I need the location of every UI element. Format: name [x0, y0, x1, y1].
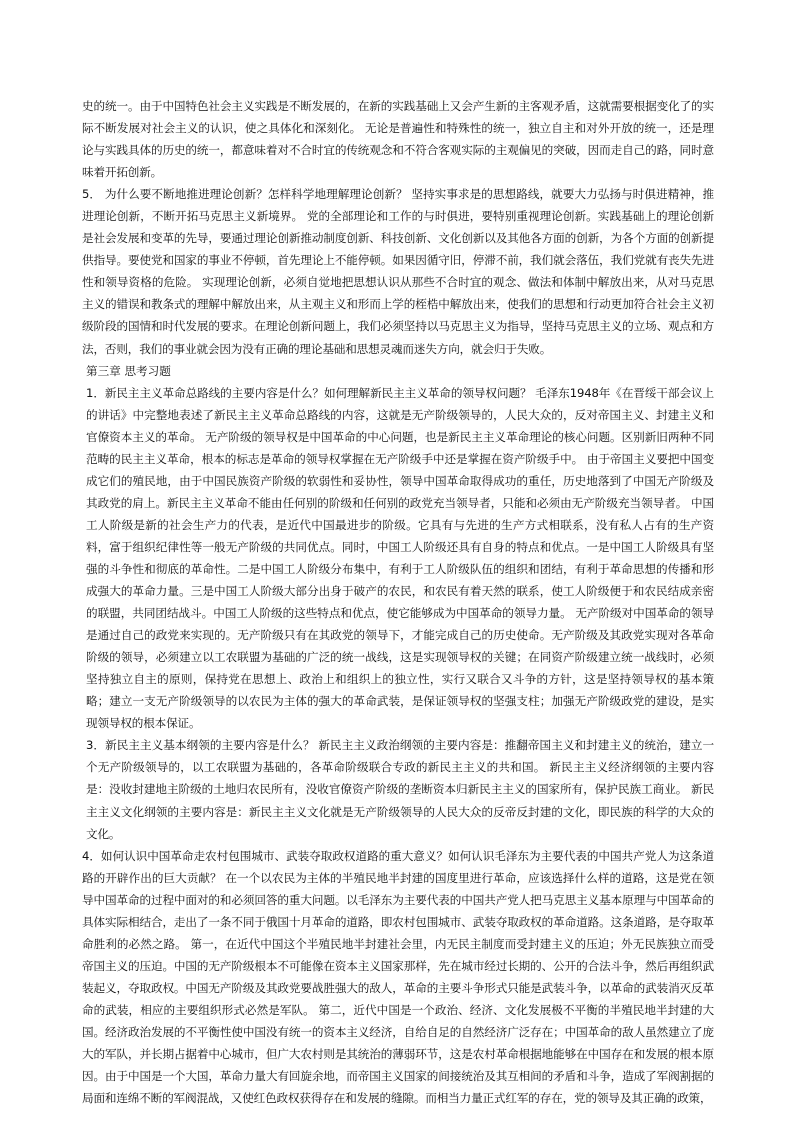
paragraph-practice-unity: 史的统一。由于中国特色社会主义实践是不断发展的，在新的实践基础上又会产生新的主客观矛盾，这就需要根据变化了的实际不断发展对社会主义的认识，使之具体化和深刻化。 无论是普遍性和特殊性的统一，独立自主和对外开放的统一，还是理论与实践具体的历史的统一，都意味着对不合时宜的传统观念和不符合客观实际的主观偏见的突破，因而走自己的路，同时意味着开拓创新。 [82, 99, 714, 180]
paragraph-question-3-basic-program: 3．新民主主义基本纲领的主要内容是什么？ 新民主主义政治纲领的主要内容是：推翻帝国主义和封建主义的统治，建立一个无产阶级领导的，以工农联盟为基础的，各革命阶级联合专政的新民主主义的共和国。 新民主主义经济纲领的主要内容是：没收封建地主阶级的土地归农民所有，没收官僚资产阶级的垄断资本归新民主主义的国家所有，保护民族工商业。 新民主主义文化纲领的主要内容是：新民主主义文化就是无产阶级领导的人民大众的反帝反封建的文化，即民族的科学的大众的文化。 [86, 738, 714, 841]
paragraph-question-5-theory-innovation: 5． 为什么要不断地推进理论创新？怎样科学地理解理论创新？ 坚持实事求是的思想路线，就要大力弘扬与时俱进精神，推进理论创新，不断开拓马克思主义新境界。 党的全部理论和工作的与时俱进，要特别重视理论创新。实践基础上的理论创新是社会发展和变革的先导，要通过理论创新推动制度创新、科技创新、文化创新以及其他各方面的创新，为各个方面的创新提供指导。要使党和国家的事业不停顿，首先理论上不能停顿。如果因循守旧，停滞不前，我们就会落伍，我们党就有丧失先进性和领导资格的危险。 实现理论创新，必须自觉地把思想认识从那些不合时宜的观念、做法和体制中解放出来，从对马克思主义的错误和教条式的理解中解放出来，从主观主义和形而上学的桎梏中解放出来，使我们的思想和行动更加符合社会主义初级阶段的国情和时代发展的要求。在理论创新问题上，我们必须坚持以马克思主义为指导，坚持马克思主义的立场、观点和方法，否则，我们的事业就会因为没有正确的理论基础和思想灵魂而迷失方向，就会归于失败。 [82, 187, 714, 356]
document-page [82, 95, 714, 1109]
paragraph-question-1-general-line: 1．新民主主义革命总路线的主要内容是什么？如何理解新民主主义革命的领导权问题？ 毛泽东1948年《在晋绥干部会议上的讲话》中完整地表述了新民主主义革命总路线的内容，这就是无产阶级领导的，人民大众的，反对帝国主义、封建主义和官僚资本主义的革命。 无产阶级的领导权是中国革命的中心问题，也是新民主主义革命理论的核心问题。区别新旧两种不同范畴的民主主义革命，根本的标志是革命的领导权掌握在无产阶级手中还是掌握在资产阶级手中。 由于帝国主义要把中国变成它们的殖民地，由于中国民族资产阶级的软弱性和妥协性，领导中国革命取得成功的重任，历史地落到了中国无产阶级及其政党的肩上。新民主主义革命不能由任何别的阶级和任何别的政党充当领导者，只能和必须由无产阶级充当领导者。 中国工人阶级是新的社会生产力的代表，是近代中国最进步的阶级。它具有与先进的生产方式相联系，没有私人占有的生产资料，富于组织纪律性等一般无产阶级的共同优点。同时，中国工人阶级还具有自身的特点和优点。一是中国工人阶级具有坚强的斗争性和彻底的革命性。二是中国工人阶级分布集中，有利于工人阶级队伍的组织和团结，有利于革命思想的传播和形成强大的革命力量。三是中国工人阶级大部分出身于破产的农民，和农民有着天然的联系，使工人阶级便于和农民结成亲密的联盟，共同团结战斗。中国工人阶级的这些特点和优点，使它能够成为中国革命的领导力量。 无产阶级对中国革命的领导是通过自己的政党来实现的。无产阶级只有在其政党的领导下，才能完成自己的历史使命。无产阶级及其政党实现对各革命阶级的领导，必须建立以工农联盟为基础的广泛的统一战线，这是实现领导权的关键；在同资产阶级建立统一战线时，必须坚持独立自主的原则，保持党在思想上、政治上和组织上的独立性，实行又联合又斗争的方针，这是坚持领导权的基本策略；建立一支无产阶级领导的以农民为主体的强大的革命武装，是保证领导权的坚强支柱；加强无产阶级政党的建设，是实现领导权的根本保证。 [86, 385, 714, 731]
chapter-heading: 第三章 思考习题 [86, 363, 171, 378]
paragraph-question-4-revolution-road: 4．如何认识中国革命走农村包围城市、武装夺取政权道路的重大意义？如何认识毛泽东为主要代表的中国共产党人为这条道路的开辟作出的巨大贡献？ 在一个以农民为主体的半殖民地半封建的国度里进行革命，应该选择什么样的道路，这是党在领导中国革命的过程中面对的和必须回答的重大问题。以毛泽东为主要代表的中国共产党人把马克思主义基本原理与中国革命的具体实际相结合，走出了一条不同于俄国十月革命的道路，即农村包围城市、武装夺取政权的革命道路。这条道路，是夺取革命胜利的必然之路。 第一，在近代中国这个半殖民地半封建社会里，内无民主制度而受封建主义的压迫；外无民族独立而受帝国主义的压迫。中国的无产阶级根本不可能像在资本主义国家那样，先在城市经过长期的、公开的合法斗争，然后再组织武装起义，夺取政权。中国无产阶级及其政党要战胜强大的敌人，革命的主要斗争形式只能是武装斗争，以革命的武装消灭反革命的武装，相应的主要组织形式必然是军队。 第二，近代中国是一个政治、经济、文化发展极不平衡的半殖民地半封建的大国。经济政治发展的不平衡性使中国没有统一的资本主义经济，自给自足的自然经济广泛存在；中国革命的敌人虽然建立了庞大的军队，并长期占据着中心城市，但广大农村则是其统治的薄弱环节，这是农村革命根据地能够在中国存在和发展的根本原因。由于中国是一个大国，革命力量大有回旋余地，而帝国主义国家的间接统治及其互相间的矛盾和斗争，造成了军阀割据的局面和连绵不断的军阀混战，又使红色政权获得存在和发展的缝隙。而相当力量正式红军的存在，党的领导及其正确的政策， [82, 848, 714, 1106]
